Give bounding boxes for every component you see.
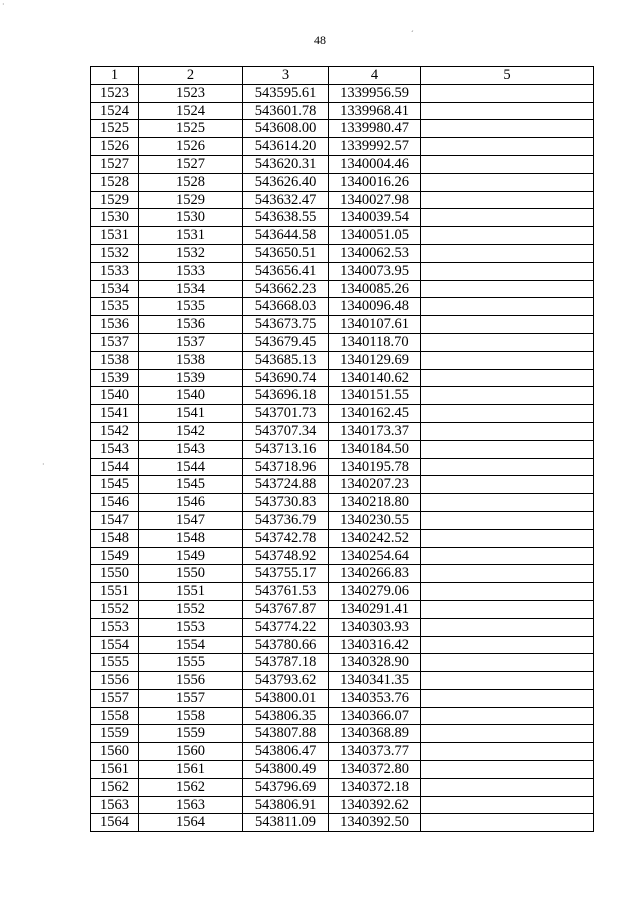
table-cell: 1340341.35 — [329, 672, 421, 690]
table-cell: 1552 — [139, 600, 243, 618]
table-cell — [421, 244, 594, 262]
table-cell: 1340353.76 — [329, 689, 421, 707]
table-cell: 1340291.41 — [329, 600, 421, 618]
table-cell: 1558 — [91, 707, 139, 725]
table-row — [91, 743, 594, 761]
table-cell: 1340254.64 — [329, 547, 421, 565]
table-cell: 1535 — [139, 298, 243, 316]
table-cell — [421, 672, 594, 690]
table-row — [91, 689, 594, 707]
table-cell: 1538 — [139, 351, 243, 369]
table-cell: 1340195.78 — [329, 458, 421, 476]
table-cell: 1535 — [91, 298, 139, 316]
table-cell: 1525 — [139, 120, 243, 138]
table-cell: 543644.58 — [243, 227, 329, 245]
table-cell: 543800.49 — [243, 761, 329, 779]
table-cell — [421, 476, 594, 494]
table-cell: 543806.47 — [243, 743, 329, 761]
table-cell: 1524 — [91, 102, 139, 120]
table-row — [91, 761, 594, 779]
table-header-row — [91, 67, 594, 85]
table-row — [91, 583, 594, 601]
table-row — [91, 280, 594, 298]
table-cell: 1540 — [91, 387, 139, 405]
column-header: 4 — [329, 67, 421, 85]
table-cell: 1340328.90 — [329, 654, 421, 672]
table-cell — [421, 494, 594, 512]
table-cell: 1340392.50 — [329, 814, 421, 832]
table-cell: 1561 — [139, 761, 243, 779]
table-row — [91, 654, 594, 672]
table-cell: 543608.00 — [243, 120, 329, 138]
table-cell — [421, 511, 594, 529]
table-cell: 1561 — [91, 761, 139, 779]
table-cell: 1558 — [139, 707, 243, 725]
table-cell — [421, 636, 594, 654]
table-cell: 543793.62 — [243, 672, 329, 690]
table-cell: 543595.61 — [243, 84, 329, 102]
table-cell: 1340218.80 — [329, 494, 421, 512]
table-cell: 1340230.55 — [329, 511, 421, 529]
table-row — [91, 814, 594, 832]
table-cell: 543662.23 — [243, 280, 329, 298]
scan-speck: ˊ — [410, 30, 414, 39]
table-cell: 1340368.89 — [329, 725, 421, 743]
table-cell: 1340073.95 — [329, 262, 421, 280]
column-header: 5 — [421, 67, 594, 85]
table-cell: 1557 — [91, 689, 139, 707]
table-cell: 1340184.50 — [329, 440, 421, 458]
table-cell — [421, 654, 594, 672]
table-cell — [421, 102, 594, 120]
table-cell: 1340316.42 — [329, 636, 421, 654]
table-cell: 1544 — [91, 458, 139, 476]
table-cell: 1528 — [91, 173, 139, 191]
table-cell: 1559 — [91, 725, 139, 743]
table-row — [91, 102, 594, 120]
table-cell — [421, 280, 594, 298]
table-row — [91, 778, 594, 796]
table-cell: 543800.01 — [243, 689, 329, 707]
coordinates-table — [90, 66, 594, 832]
table-cell — [421, 583, 594, 601]
table-cell: 1541 — [91, 405, 139, 423]
table-cell: 1529 — [139, 191, 243, 209]
table-cell — [421, 689, 594, 707]
table-cell: 543696.18 — [243, 387, 329, 405]
table-cell: 543730.83 — [243, 494, 329, 512]
table-cell: 1540 — [139, 387, 243, 405]
table-cell: 1545 — [91, 476, 139, 494]
table-cell: 1530 — [139, 209, 243, 227]
table-cell: 1529 — [91, 191, 139, 209]
table-cell: 1534 — [139, 280, 243, 298]
table-cell: 1536 — [139, 316, 243, 334]
table-row — [91, 707, 594, 725]
table-row — [91, 725, 594, 743]
table-cell — [421, 565, 594, 583]
table-cell: 1340173.37 — [329, 422, 421, 440]
table-cell: 1547 — [139, 511, 243, 529]
table-cell: 543679.45 — [243, 333, 329, 351]
table-cell — [421, 725, 594, 743]
table-cell: 1523 — [91, 84, 139, 102]
table-cell: 1553 — [91, 618, 139, 636]
table-cell — [421, 173, 594, 191]
table-cell: 1340266.83 — [329, 565, 421, 583]
table-row — [91, 227, 594, 245]
table-row — [91, 440, 594, 458]
table-cell: 1340151.55 — [329, 387, 421, 405]
table-cell: 543718.96 — [243, 458, 329, 476]
table-cell: 1340027.98 — [329, 191, 421, 209]
table-cell: 1339968.41 — [329, 102, 421, 120]
table-row — [91, 138, 594, 156]
table-row — [91, 600, 594, 618]
scan-speck: · — [42, 460, 45, 469]
table-cell: 1340051.05 — [329, 227, 421, 245]
table-cell: 1545 — [139, 476, 243, 494]
table-cell: 1564 — [139, 814, 243, 832]
table-cell: 1340162.45 — [329, 405, 421, 423]
table-cell: 543761.53 — [243, 583, 329, 601]
table-cell — [421, 298, 594, 316]
table-row — [91, 173, 594, 191]
table-cell: 1525 — [91, 120, 139, 138]
table-cell: 543673.75 — [243, 316, 329, 334]
table-cell: 543780.66 — [243, 636, 329, 654]
table-cell: 1532 — [91, 244, 139, 262]
table-cell: 1555 — [139, 654, 243, 672]
table-cell: 1340372.18 — [329, 778, 421, 796]
table-cell — [421, 618, 594, 636]
table-cell: 1554 — [91, 636, 139, 654]
table-cell: 543796.69 — [243, 778, 329, 796]
table-cell: 543767.87 — [243, 600, 329, 618]
table-cell: 1554 — [139, 636, 243, 654]
table-row — [91, 333, 594, 351]
table-cell: 543656.41 — [243, 262, 329, 280]
table-row — [91, 796, 594, 814]
table-row — [91, 387, 594, 405]
table-cell: 1546 — [91, 494, 139, 512]
table-cell: 543614.20 — [243, 138, 329, 156]
table-cell — [421, 778, 594, 796]
table-cell: 1537 — [91, 333, 139, 351]
table-row — [91, 494, 594, 512]
table-cell: 1527 — [91, 155, 139, 173]
table-cell: 543742.78 — [243, 529, 329, 547]
table-cell — [421, 761, 594, 779]
table-row — [91, 244, 594, 262]
table-row — [91, 476, 594, 494]
table-cell — [421, 209, 594, 227]
table-cell: 1340039.54 — [329, 209, 421, 227]
table-cell: 1539 — [139, 369, 243, 387]
table-cell — [421, 84, 594, 102]
table-cell: 1549 — [139, 547, 243, 565]
table-cell: 1524 — [139, 102, 243, 120]
table-cell: 543668.03 — [243, 298, 329, 316]
table-cell: 543707.34 — [243, 422, 329, 440]
table-cell: 1556 — [139, 672, 243, 690]
table-cell: 1531 — [91, 227, 139, 245]
table-cell: 1340085.26 — [329, 280, 421, 298]
table-cell: 543774.22 — [243, 618, 329, 636]
table-cell: 1340004.46 — [329, 155, 421, 173]
table-cell: 543724.88 — [243, 476, 329, 494]
table-cell — [421, 440, 594, 458]
table-cell: 543755.17 — [243, 565, 329, 583]
table-cell: 1563 — [91, 796, 139, 814]
table-cell: 1534 — [91, 280, 139, 298]
table-cell: 543626.40 — [243, 173, 329, 191]
table-cell: 1560 — [91, 743, 139, 761]
table-cell: 1542 — [91, 422, 139, 440]
table-cell: 543620.31 — [243, 155, 329, 173]
table-cell: 1553 — [139, 618, 243, 636]
table-cell: 543638.55 — [243, 209, 329, 227]
table-cell: 1526 — [91, 138, 139, 156]
table-cell: 1551 — [139, 583, 243, 601]
table-cell: 543806.35 — [243, 707, 329, 725]
table-cell — [421, 227, 594, 245]
table-cell — [421, 529, 594, 547]
table-cell: 1340016.26 — [329, 173, 421, 191]
table-cell — [421, 743, 594, 761]
table-cell: 543650.51 — [243, 244, 329, 262]
table-cell: 1340392.62 — [329, 796, 421, 814]
table-cell: 1551 — [91, 583, 139, 601]
table-cell: 1340373.77 — [329, 743, 421, 761]
table-cell: 543736.79 — [243, 511, 329, 529]
table-cell: 1527 — [139, 155, 243, 173]
table-row — [91, 369, 594, 387]
table-row — [91, 529, 594, 547]
page-number: 48 — [314, 33, 326, 47]
table-cell: 1339992.57 — [329, 138, 421, 156]
table-cell: 1552 — [91, 600, 139, 618]
table-cell: 1340118.70 — [329, 333, 421, 351]
table-cell: 1533 — [91, 262, 139, 280]
table-row — [91, 565, 594, 583]
table-cell — [421, 405, 594, 423]
table-cell: 543632.47 — [243, 191, 329, 209]
table-row — [91, 191, 594, 209]
table-cell: 1526 — [139, 138, 243, 156]
table-row — [91, 155, 594, 173]
table-cell: 1563 — [139, 796, 243, 814]
table-cell: 1548 — [91, 529, 139, 547]
table-cell: 1533 — [139, 262, 243, 280]
table-cell: 1339980.47 — [329, 120, 421, 138]
table-row — [91, 405, 594, 423]
table-cell: 1339956.59 — [329, 84, 421, 102]
table-cell: 1340129.69 — [329, 351, 421, 369]
table-cell: 1340207.23 — [329, 476, 421, 494]
table-cell: 1340279.06 — [329, 583, 421, 601]
table-cell: 1528 — [139, 173, 243, 191]
table-cell: 1542 — [139, 422, 243, 440]
table-row — [91, 636, 594, 654]
table-body — [91, 84, 594, 831]
table-cell: 1340242.52 — [329, 529, 421, 547]
table-cell: 1546 — [139, 494, 243, 512]
table-cell: 1550 — [91, 565, 139, 583]
table-cell — [421, 138, 594, 156]
table-cell: 1340303.93 — [329, 618, 421, 636]
table-cell: 543811.09 — [243, 814, 329, 832]
table-cell: 543690.74 — [243, 369, 329, 387]
table-cell: 1544 — [139, 458, 243, 476]
table-cell: 1340107.61 — [329, 316, 421, 334]
table-cell: 1537 — [139, 333, 243, 351]
table-row — [91, 422, 594, 440]
table-cell — [421, 120, 594, 138]
table-cell — [421, 155, 594, 173]
table-row — [91, 458, 594, 476]
table-cell — [421, 814, 594, 832]
table-cell: 543748.92 — [243, 547, 329, 565]
table-cell: 1536 — [91, 316, 139, 334]
table-cell — [421, 458, 594, 476]
table-row — [91, 84, 594, 102]
table-cell: 1559 — [139, 725, 243, 743]
table-cell: 1530 — [91, 209, 139, 227]
table-cell: 543701.73 — [243, 405, 329, 423]
table-cell — [421, 422, 594, 440]
table-cell: 543806.91 — [243, 796, 329, 814]
table-cell: 543807.88 — [243, 725, 329, 743]
column-header: 3 — [243, 67, 329, 85]
table-cell: 1550 — [139, 565, 243, 583]
table-row — [91, 120, 594, 138]
table-cell — [421, 333, 594, 351]
table-cell — [421, 369, 594, 387]
table-cell: 1340366.07 — [329, 707, 421, 725]
table-cell: 1340140.62 — [329, 369, 421, 387]
table-cell: 1547 — [91, 511, 139, 529]
table-cell: 1539 — [91, 369, 139, 387]
scan-speck: · — [2, 0, 5, 9]
table-cell: 1340096.48 — [329, 298, 421, 316]
table-cell — [421, 351, 594, 369]
table-cell — [421, 316, 594, 334]
table-cell: 543713.16 — [243, 440, 329, 458]
table-cell: 1564 — [91, 814, 139, 832]
table-cell: 1562 — [91, 778, 139, 796]
table-cell — [421, 707, 594, 725]
table-row — [91, 351, 594, 369]
table-cell — [421, 191, 594, 209]
table-row — [91, 672, 594, 690]
column-header: 1 — [91, 67, 139, 85]
table-cell: 1543 — [91, 440, 139, 458]
table-cell: 543787.18 — [243, 654, 329, 672]
table-row — [91, 511, 594, 529]
table-cell: 1340062.53 — [329, 244, 421, 262]
table-cell: 1557 — [139, 689, 243, 707]
table-cell: 1562 — [139, 778, 243, 796]
table-cell: 1543 — [139, 440, 243, 458]
table-cell: 1556 — [91, 672, 139, 690]
table-cell: 1531 — [139, 227, 243, 245]
table-cell — [421, 547, 594, 565]
table-cell: 1548 — [139, 529, 243, 547]
table-row — [91, 547, 594, 565]
table-cell: 543601.78 — [243, 102, 329, 120]
table-cell: 1555 — [91, 654, 139, 672]
table-cell: 1523 — [139, 84, 243, 102]
table-cell: 543685.13 — [243, 351, 329, 369]
table-cell — [421, 600, 594, 618]
table-row — [91, 262, 594, 280]
table-cell: 1532 — [139, 244, 243, 262]
table-cell: 1541 — [139, 405, 243, 423]
table-cell — [421, 262, 594, 280]
table-cell — [421, 387, 594, 405]
table-row — [91, 316, 594, 334]
column-header: 2 — [139, 67, 243, 85]
table-row — [91, 618, 594, 636]
table-cell: 1560 — [139, 743, 243, 761]
table-cell: 1538 — [91, 351, 139, 369]
table-row — [91, 298, 594, 316]
table-cell: 1549 — [91, 547, 139, 565]
table-cell: 1340372.80 — [329, 761, 421, 779]
table-cell — [421, 796, 594, 814]
table-row — [91, 209, 594, 227]
